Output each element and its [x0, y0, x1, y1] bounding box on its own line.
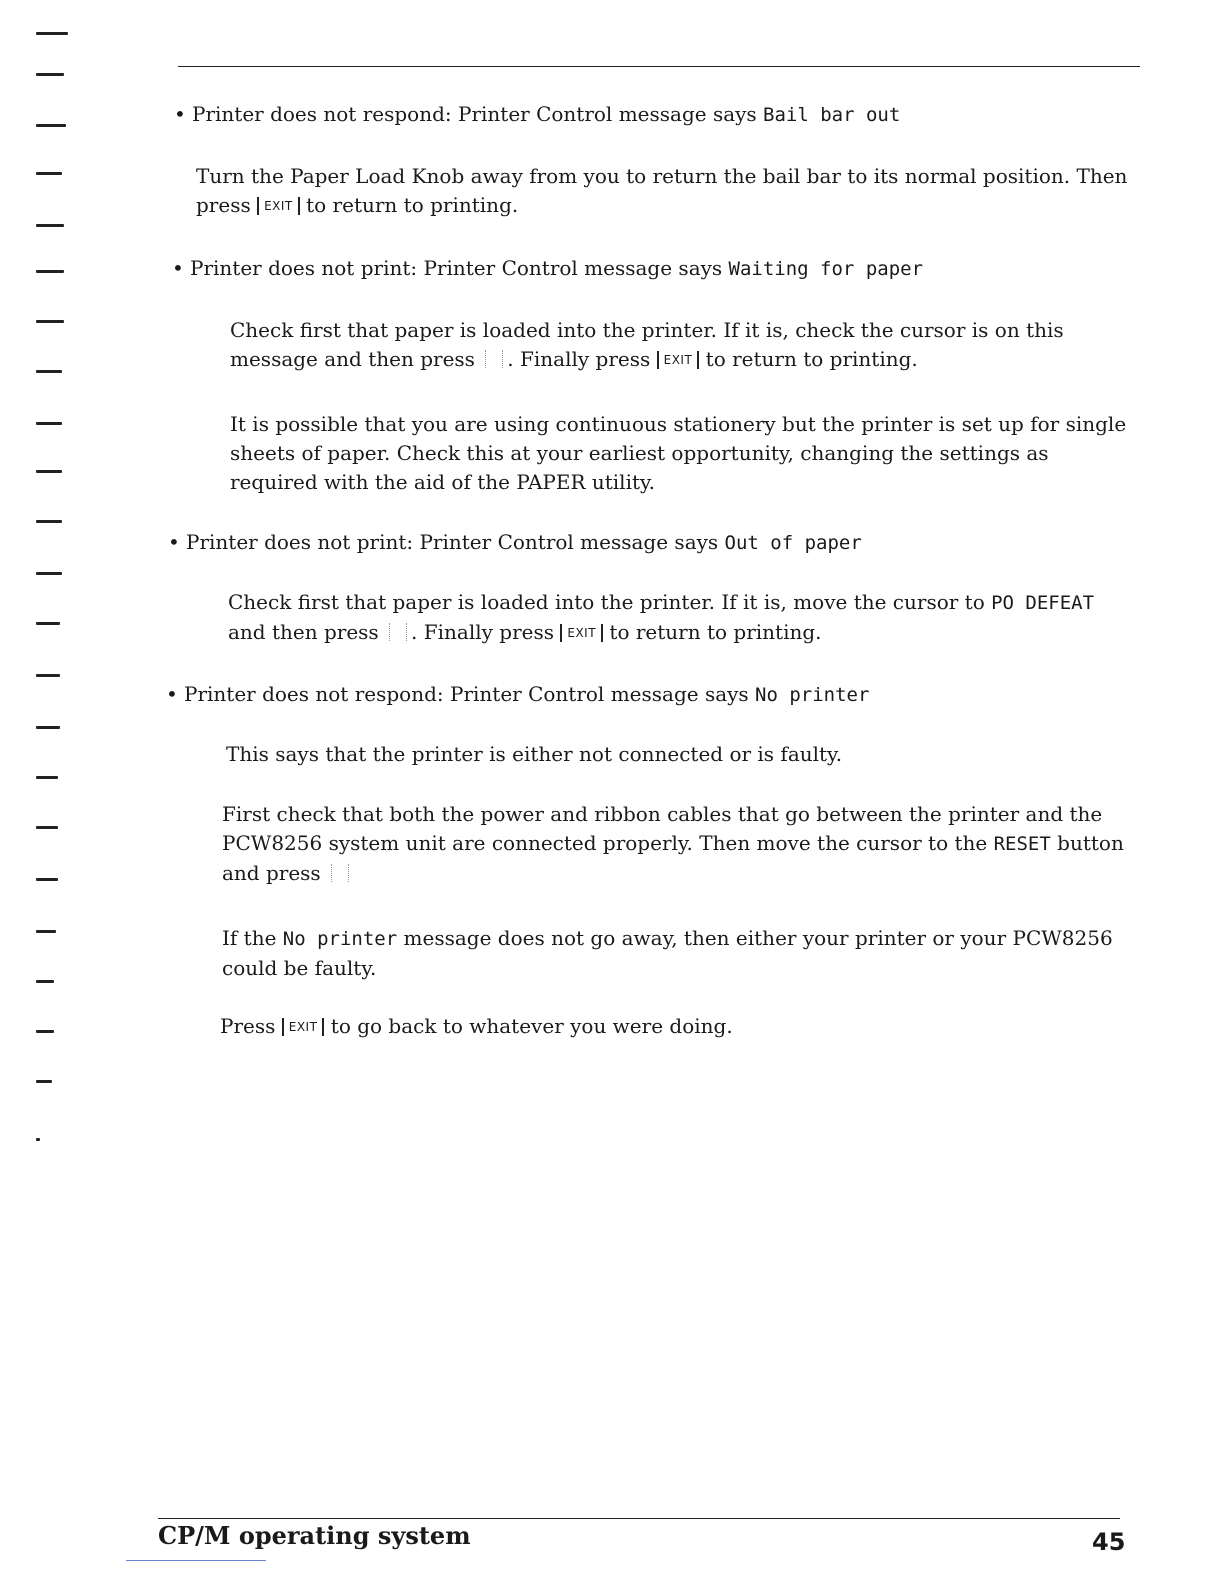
list-item	[172, 254, 923, 284]
paragraph: If the No printer message does not go away, then either your printer or your PCW8256 could be faulty.	[222, 926, 1113, 980]
item-lead: Printer does not respond: Printer Control message says	[192, 102, 764, 126]
binding-mark	[36, 776, 58, 779]
binding-mark	[36, 370, 62, 373]
list-item	[174, 100, 900, 130]
binding-mark	[36, 878, 58, 881]
paragraph: It is possible that you are using continuous stationery but the printer is set up for single sheets of paper. Check this at your earliest opportunity, changing the settings as required with the aid of the PAPER utility.	[230, 412, 1127, 494]
binding-mark	[36, 73, 64, 76]
defeat-setting: PO DEFEAT	[991, 592, 1095, 614]
binding-marks	[36, 0, 76, 1584]
printer-message: Out of paper	[724, 532, 862, 554]
paragraph: Turn the Paper Load Knob away from you to return the bail bar to its normal position. Then press EXIT to return to printing.	[196, 164, 1128, 217]
bullet-icon: •	[174, 102, 186, 126]
list-item	[166, 680, 869, 710]
binding-mark	[36, 980, 54, 983]
footer-title: CP/M operating system	[158, 1521, 471, 1550]
binding-mark	[36, 124, 66, 127]
top-rule	[178, 66, 1140, 67]
paragraph: Check first that paper is loaded into the printer. If it is, move the cursor to PO DEFEAT and then press . Finally press EXIT to return to printing.	[228, 590, 1095, 644]
bullet-icon: •	[168, 530, 180, 554]
binding-mark	[36, 622, 60, 625]
enter-key	[389, 623, 407, 641]
bullet-icon: •	[172, 256, 184, 280]
binding-mark	[36, 470, 62, 473]
exit-key: EXIT	[257, 197, 300, 215]
binding-mark	[36, 1138, 40, 1141]
binding-mark	[36, 172, 62, 175]
exit-key: EXIT	[560, 624, 603, 642]
exit-key: EXIT	[657, 351, 700, 369]
printer-message: Bail bar out	[763, 104, 901, 126]
binding-mark	[36, 32, 68, 35]
enter-key	[485, 350, 503, 368]
printer-message: No printer	[755, 684, 870, 706]
paragraph: Check first that paper is loaded into the printer. If it is, check the cursor is on this message and then press . Finally press EXIT to return to printing.	[230, 318, 1064, 371]
binding-mark	[36, 726, 60, 729]
item-lead: Printer does not print: Printer Control message says	[190, 256, 729, 280]
item-lead: Printer does not print: Printer Control message says	[186, 530, 725, 554]
exit-key: EXIT	[282, 1018, 325, 1036]
binding-mark	[36, 520, 62, 523]
binding-mark	[36, 826, 58, 829]
footer-rule	[158, 1518, 1120, 1519]
page-number: 45	[1092, 1528, 1126, 1556]
bullet-icon: •	[166, 682, 178, 706]
reset-button-label: RESET	[993, 833, 1051, 855]
enter-key	[331, 864, 349, 882]
footer-underline	[126, 1560, 266, 1561]
binding-mark	[36, 572, 62, 575]
paragraph: This says that the printer is either not connected or is faulty.	[226, 742, 843, 766]
binding-mark	[36, 930, 56, 933]
item-lead: Printer does not respond: Printer Control message says	[184, 682, 756, 706]
binding-mark	[36, 320, 64, 323]
paragraph: First check that both the power and ribbon cables that go between the printer and the PCW8256 system unit are connected properly. Then move the cursor to the RESET button and press	[222, 802, 1124, 885]
binding-mark	[36, 270, 64, 273]
printer-message: No printer	[282, 928, 398, 950]
binding-mark	[36, 1030, 54, 1033]
binding-mark	[36, 674, 60, 677]
printer-message: Waiting for paper	[728, 258, 924, 280]
list-item	[168, 528, 862, 558]
binding-mark	[36, 422, 62, 425]
binding-mark	[36, 1080, 52, 1083]
binding-mark	[36, 224, 64, 227]
paragraph: Press EXIT to go back to whatever you were doing.	[220, 1014, 733, 1038]
